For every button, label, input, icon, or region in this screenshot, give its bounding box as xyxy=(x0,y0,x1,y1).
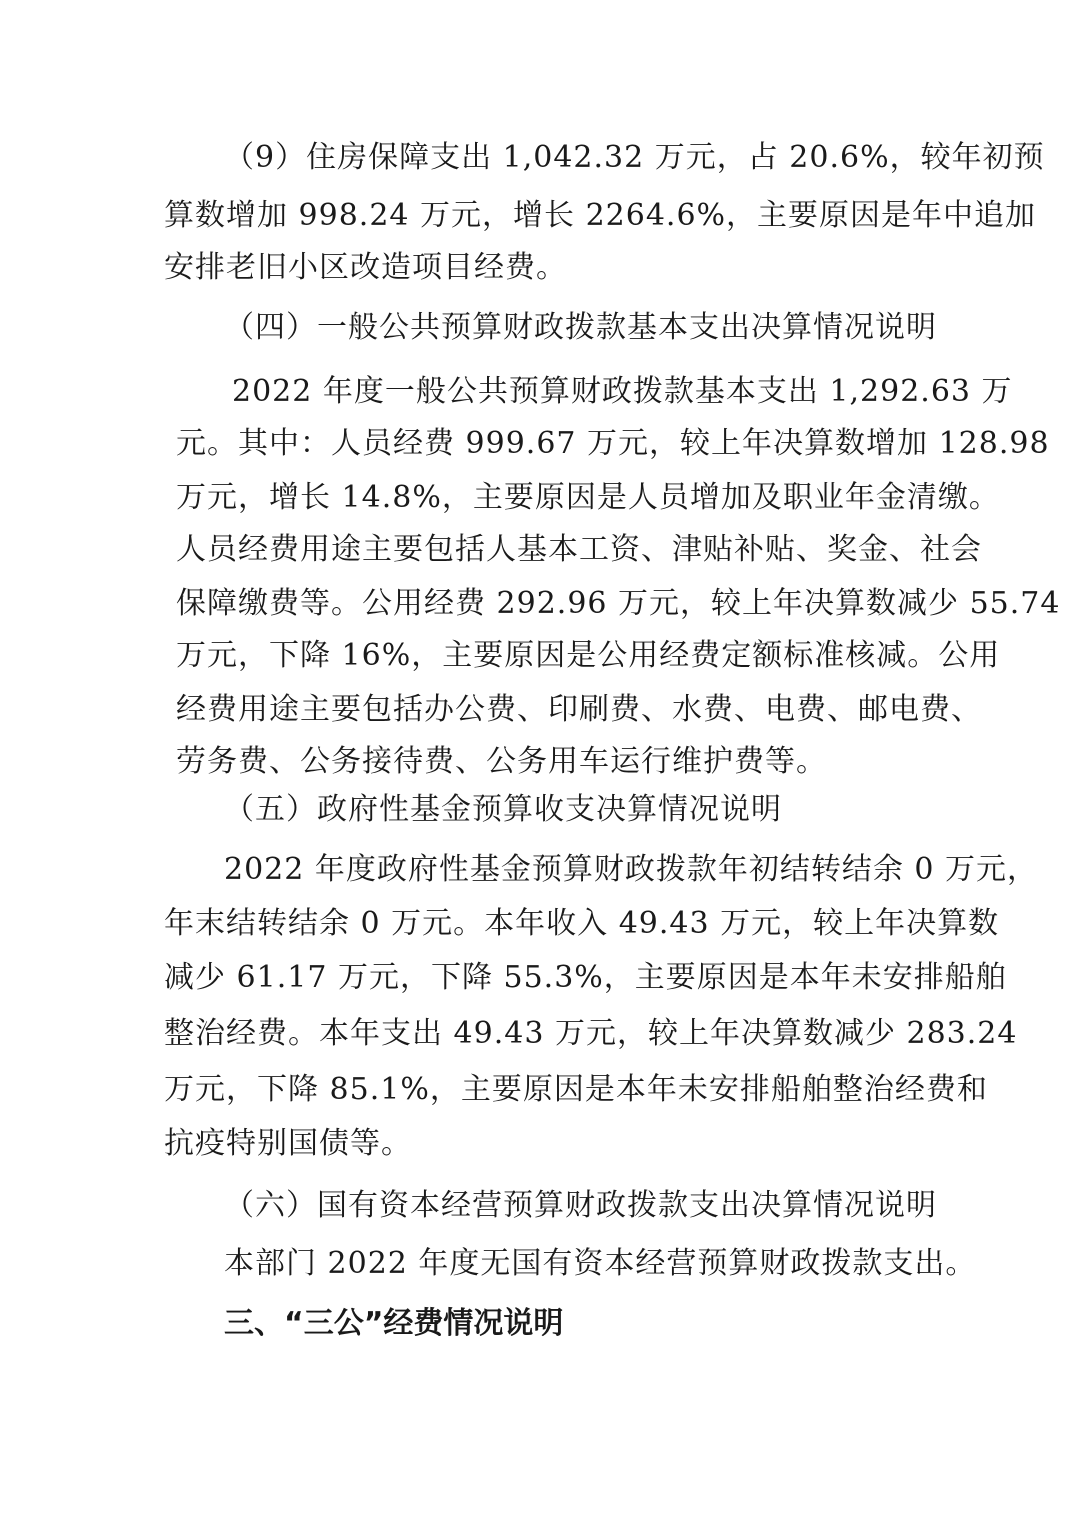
section-5-line-5: 万元，下降 85.1%，主要原因是本年未安排船舶整治经费和 xyxy=(164,1072,988,1107)
section-5-line-6: 抗疫特别国债等。 xyxy=(164,1126,412,1161)
section-5-line-3: 减少 61.17 万元，下降 55.3%，主要原因是本年未安排船舶 xyxy=(164,960,1007,995)
section-three-heading: 三、“三公”经费情况说明 xyxy=(224,1306,564,1341)
section-4-line-8: 劳务费、公务接待费、公务用车运行维护费等。 xyxy=(176,744,827,779)
section-4-line-5: 保障缴费等。公用经费 292.96 万元，较上年决算数减少 55.74 xyxy=(176,586,1061,621)
section-4-line-6: 万元，下降 16%，主要原因是公用经费定额标准核减。公用 xyxy=(176,638,1001,673)
section-5-line-2: 年末结转结余 0 万元。本年收入 49.43 万元，较上年决算数 xyxy=(164,906,1000,941)
housing-line-2: 算数增加 998.24 万元，增长 2264.6%，主要原因是年中追加 xyxy=(164,198,1037,233)
section-4-line-2: 元。其中：人员经费 999.67 万元，较上年决算数增加 128.98 xyxy=(176,426,1050,461)
section-4-line-7: 经费用途主要包括办公费、印刷费、水费、电费、邮电费、 xyxy=(176,692,982,727)
housing-line-3: 安排老旧小区改造项目经费。 xyxy=(164,250,567,285)
section-4-heading: （四）一般公共预算财政拨款基本支出决算情况说明 xyxy=(224,310,937,345)
section-6-line-1: 本部门 2022 年度无国有资本经营预算财政拨款支出。 xyxy=(224,1246,977,1281)
section-4-line-4: 人员经费用途主要包括人基本工资、津贴补贴、奖金、社会 xyxy=(176,532,982,567)
section-5-line-1: 2022 年度政府性基金预算财政拨款年初结转结余 0 万元， xyxy=(224,852,1039,887)
section-5-heading: （五）政府性基金预算收支决算情况说明 xyxy=(224,792,782,827)
housing-line-1: （9）住房保障支出 1,042.32 万元，占 20.6%，较年初预 xyxy=(224,140,1045,175)
section-6-heading: （六）国有资本经营预算财政拨款支出决算情况说明 xyxy=(224,1188,937,1223)
section-5-line-4: 整治经费。本年支出 49.43 万元，较上年决算数减少 283.24 xyxy=(164,1016,1018,1051)
section-4-line-1: 2022 年度一般公共预算财政拨款基本支出 1,292.63 万 xyxy=(232,374,1013,409)
section-4-line-3: 万元，增长 14.8%，主要原因是人员增加及职业年金清缴。 xyxy=(176,480,1000,515)
